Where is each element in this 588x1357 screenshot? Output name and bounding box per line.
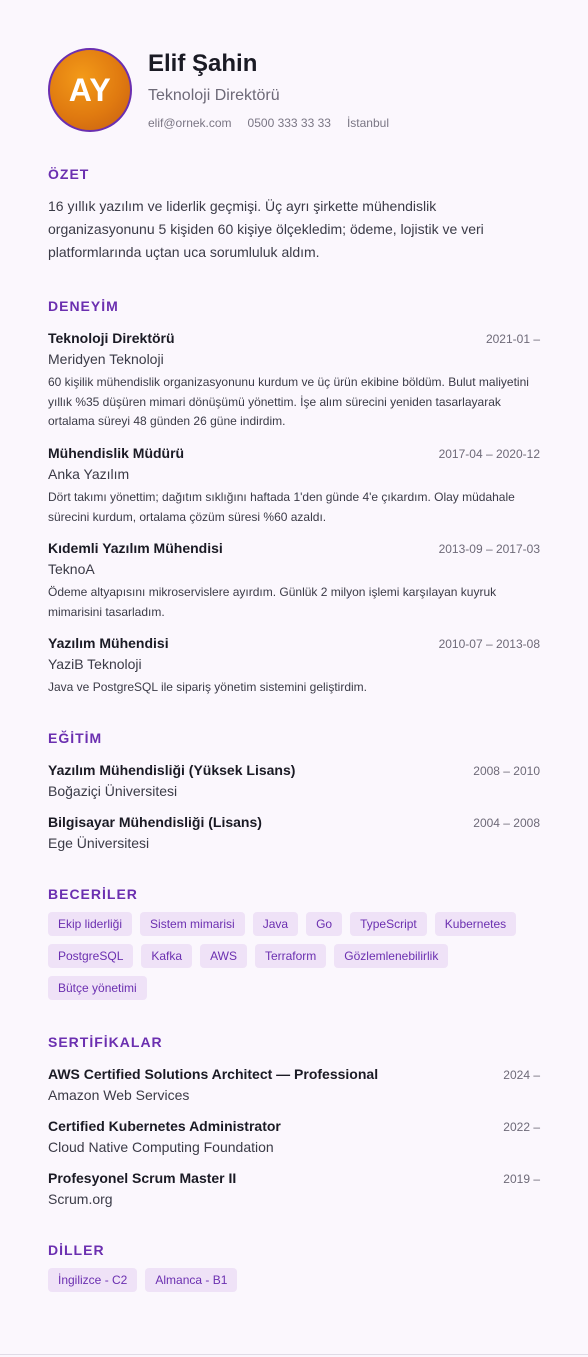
skill-chip: Terraform <box>255 944 326 968</box>
skill-chip: Gözlemlenebilirlik <box>334 944 448 968</box>
education-entry <box>48 761 540 801</box>
degree-title: Yazılım Mühendisliği (Yüksek Lisans) <box>48 762 296 778</box>
job-company: Anka Yazılım <box>48 466 130 482</box>
experience-entry <box>48 329 540 432</box>
skill-chip: PostgreSQL <box>48 944 133 968</box>
experience-entry <box>48 539 540 622</box>
contact-info <box>148 116 389 130</box>
job-description: Ödeme altyapısını mikroservislere ayırdım. Günlük 2 milyon işlemi karşılayan kuyruk mimarisini tasarladım. <box>48 585 497 619</box>
certification-title: Certified Kubernetes Administrator <box>48 1118 281 1134</box>
certification-entry <box>48 1065 540 1105</box>
job-title: Mühendislik Müdürü <box>48 445 185 461</box>
contact-city: İstanbul <box>346 116 389 130</box>
certification-entry <box>48 1169 540 1209</box>
section-title-experience: DENEYİM <box>48 298 119 314</box>
job-company: Meridyen Teknoloji <box>48 351 164 367</box>
job-description: Java ve PostgreSQL ile sipariş yönetim sistemini geliştirdim. <box>48 680 368 694</box>
skill-chip: Sistem mimarisi <box>140 912 245 936</box>
avatar-initials: AY <box>68 71 112 108</box>
language-chip: İngilizce - C2 <box>48 1268 137 1292</box>
section-title-certifications: SERTİFİKALAR <box>48 1034 163 1050</box>
job-date: 2021-01 – <box>485 332 540 346</box>
skill-chip: AWS <box>200 944 247 968</box>
person-title: Teknoloji Direktörü <box>148 87 280 104</box>
person-name: Elif Şahin <box>148 50 258 77</box>
job-description: Dört takımı yönettim; dağıtım sıklığını haftada 1'den günde 4'e çıkardım. Olay müdahale sürecini kurdum, ortalama çözüm süresi %60 azaldı. <box>48 490 515 524</box>
job-description: 60 kişilik mühendislik organizasyonunu kurdum ve üç ürün ekibine böldüm. Bulut maliyetini yıllık %35 düşüren mimari dönüşümü yönettim. İşe alım sürecini yeniden tasarlayarak ortalama süreyi 48 günden 26 güne indirdim. <box>48 375 529 428</box>
job-date: 2013-09 – 2017-03 <box>438 542 540 556</box>
contact-email[interactable]: elif@ornek.com <box>148 116 232 130</box>
skill-chip: Ekip liderliği <box>48 912 132 936</box>
certification-issuer: Scrum.org <box>48 1191 113 1207</box>
job-company: TeknoA <box>48 561 95 577</box>
skill-chip: Java <box>253 912 298 936</box>
summary-text: 16 yıllık yazılım ve liderlik geçmişi. Üç ayrı şirkette mühendislik organizasyonunu 5 kişiden 60 kişiye ölçekledim; ödeme, lojistik ve veri platformlarında uçtan uca sorumluluk aldım. <box>48 198 484 260</box>
skills-list <box>48 912 540 1000</box>
experience-entry <box>48 634 540 698</box>
job-date: 2010-07 – 2013-08 <box>438 637 540 651</box>
section-title-skills: BECERİLER <box>48 886 138 902</box>
degree-title: Bilgisayar Mühendisliği (Lisans) <box>48 814 262 830</box>
languages-list <box>48 1268 540 1292</box>
school-name: Ege Üniversitesi <box>48 835 150 851</box>
job-title: Yazılım Mühendisi <box>48 635 169 651</box>
language-chip: Almanca - B1 <box>145 1268 237 1292</box>
section-title-summary: ÖZET <box>48 166 90 182</box>
school-name: Boğaziçi Üniversitesi <box>48 783 178 799</box>
avatar <box>48 48 132 132</box>
degree-date: 2008 – 2010 <box>473 764 540 778</box>
job-title: Kıdemli Yazılım Mühendisi <box>48 540 223 556</box>
skill-chip: Kafka <box>141 944 192 968</box>
certification-title: AWS Certified Solutions Architect — Professional <box>48 1066 379 1082</box>
section-title-languages: DİLLER <box>48 1242 105 1258</box>
job-company: YaziB Teknoloji <box>48 656 142 672</box>
section-title-education: EĞİTİM <box>48 730 103 746</box>
skill-chip: Go <box>306 912 342 936</box>
skill-chip: Kubernetes <box>435 912 516 936</box>
resume <box>48 48 540 1287</box>
resume-header <box>48 48 540 132</box>
certification-date: 2019 – <box>503 1172 540 1186</box>
certification-issuer: Amazon Web Services <box>48 1087 190 1103</box>
education-entry <box>48 813 540 853</box>
skill-chip: Bütçe yönetimi <box>48 976 147 1000</box>
certification-entry <box>48 1117 540 1157</box>
contact-phone[interactable]: 0500 333 33 33 <box>247 116 331 130</box>
experience-entry <box>48 444 540 527</box>
certification-date: 2024 – <box>503 1068 540 1082</box>
degree-date: 2004 – 2008 <box>473 816 540 830</box>
job-title: Teknoloji Direktörü <box>48 330 175 346</box>
job-date: 2017-04 – 2020-12 <box>438 447 540 461</box>
skill-chip: TypeScript <box>350 912 427 936</box>
certification-title: Profesyonel Scrum Master II <box>48 1170 237 1186</box>
page-divider <box>0 1354 588 1355</box>
certification-issuer: Cloud Native Computing Foundation <box>48 1139 274 1155</box>
certification-date: 2022 – <box>503 1120 540 1134</box>
